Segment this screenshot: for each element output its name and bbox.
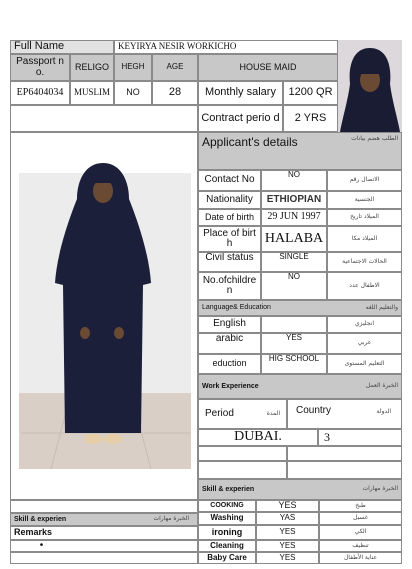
- period-header: [198, 399, 287, 429]
- nationality-value: ETHIOPIAN: [261, 191, 327, 209]
- skill-cleaning-value: YES: [256, 540, 319, 552]
- skill-washing-label: Washing: [198, 512, 256, 525]
- applicant-title-en: Applicant's details: [202, 135, 298, 149]
- skill-ironing-ar: الكي: [319, 525, 402, 540]
- children-label: No.ofchildre n: [198, 272, 261, 300]
- height-value: NO: [114, 81, 152, 105]
- left-skill-header: [10, 513, 198, 526]
- children-ar: الاطفال عدد: [327, 272, 402, 300]
- work-header: [198, 374, 402, 399]
- religion-value: MUSLIM: [70, 81, 114, 105]
- portrait-photo: [338, 40, 402, 132]
- arabic-ar: عربي: [327, 333, 402, 354]
- passport-label: Passport n o.: [10, 54, 70, 81]
- contract-label: Contract perio d: [198, 105, 283, 132]
- skill-cooking-ar: طبخ: [319, 500, 402, 512]
- nationality-ar: الجنسية: [327, 191, 402, 209]
- civil-value: SINGLE: [261, 252, 327, 272]
- skill-ironing-value: YES: [256, 525, 319, 540]
- full-name-value: KEYIRYA NESIR WORKICHO: [114, 40, 338, 54]
- dob-label: Date of birth: [198, 209, 261, 226]
- contract-value: 2 YRS: [283, 105, 338, 132]
- remarks-bullet: •: [10, 540, 72, 552]
- remarks-line-2: [72, 540, 198, 552]
- salary-label: Monthly salary: [198, 81, 283, 105]
- full-name-label: Full Name: [10, 40, 114, 54]
- applicant-title-ar: الطلب هضم بيانات: [351, 135, 398, 142]
- remarks-line-3: [10, 552, 198, 564]
- country-header: [287, 399, 402, 429]
- skill-cooking-value: YES: [256, 500, 319, 512]
- left-skill-label-ar: الخبرة مهارات: [153, 515, 189, 523]
- applicant-details-title: [198, 132, 402, 170]
- contact-value: NO: [261, 170, 327, 191]
- english-value: [261, 316, 327, 333]
- work-header-en: Work Experience: [202, 382, 259, 390]
- civil-label: Civil status: [198, 252, 261, 272]
- education-value: HIG SCHOOL: [261, 354, 327, 374]
- skills-header: [198, 479, 402, 500]
- skill-ironing-label: ironing: [198, 525, 256, 540]
- skill-babycare-value: YES: [256, 552, 319, 564]
- pob-value: HALABA: [261, 226, 327, 252]
- skill-cleaning-ar: تنظيف: [319, 540, 402, 552]
- work-period-value: 3: [318, 429, 402, 446]
- dob-value: 29 JUN 1997: [261, 209, 327, 226]
- children-value: NO: [261, 272, 327, 300]
- language-header-en: Language& Education: [202, 304, 271, 312]
- education-ar: التعليم المستوى: [327, 354, 402, 374]
- remarks-line-1: [72, 526, 198, 540]
- english-label: English: [198, 316, 261, 333]
- language-header: [198, 300, 402, 316]
- education-label: eduction: [198, 354, 261, 374]
- country-ar: الدولة: [376, 408, 391, 415]
- skill-cooking-label: COOKING: [198, 500, 256, 512]
- left-blank-strip: [10, 500, 198, 513]
- skill-cleaning-label: Cleaning: [198, 540, 256, 552]
- job-title: HOUSE MAID: [198, 54, 338, 81]
- country-label: Country: [296, 405, 332, 416]
- remarks-label: Remarks: [10, 526, 72, 540]
- contact-ar: الاتصال رقم: [327, 170, 402, 191]
- passport-value: EP6404034: [10, 81, 70, 105]
- dob-ar: الميلاد تاريخ: [327, 209, 402, 226]
- religion-label: RELIGO: [70, 54, 114, 81]
- work-empty-row-1b: [287, 446, 402, 461]
- skill-washing-ar: غسيل: [319, 512, 402, 525]
- skill-babycare-ar: عناية الأطفال: [319, 552, 402, 564]
- salary-value: 1200 QR: [283, 81, 338, 105]
- period-label: Period: [205, 407, 234, 419]
- contact-label: Contact No: [198, 170, 261, 191]
- skill-washing-value: YAS: [256, 512, 319, 525]
- pob-ar: الميلاد مكا: [327, 226, 402, 252]
- age-value: 28: [152, 81, 198, 105]
- skill-babycare-label: Baby Care: [198, 552, 256, 564]
- arabic-value: YES: [261, 333, 327, 354]
- full-body-photo: [10, 132, 198, 500]
- left-skill-label: Skill & experien: [14, 515, 67, 523]
- skills-header-en: Skill & experien: [202, 485, 255, 493]
- height-label: HEGH: [114, 54, 152, 81]
- language-header-ar: والتعليم اللغه: [365, 303, 398, 311]
- blank-left-row: [10, 105, 198, 132]
- pob-label: Place of birt h: [198, 226, 261, 252]
- work-empty-row-2b: [287, 461, 402, 479]
- work-empty-row-1: [198, 446, 287, 461]
- nationality-label: Nationality: [198, 191, 261, 209]
- civil-ar: الحالات الاجتماعية: [327, 252, 402, 272]
- arabic-label: arabic: [198, 333, 261, 354]
- work-header-ar: الخبرة العمل: [366, 382, 398, 390]
- period-ar: المدة: [266, 409, 280, 417]
- english-ar: انجليزي: [327, 316, 402, 333]
- work-country-value: DUBAI.: [198, 429, 318, 446]
- skills-header-ar: الخبرة مهارات: [362, 485, 398, 493]
- work-empty-row-2: [198, 461, 287, 479]
- age-label: AGE: [152, 54, 198, 81]
